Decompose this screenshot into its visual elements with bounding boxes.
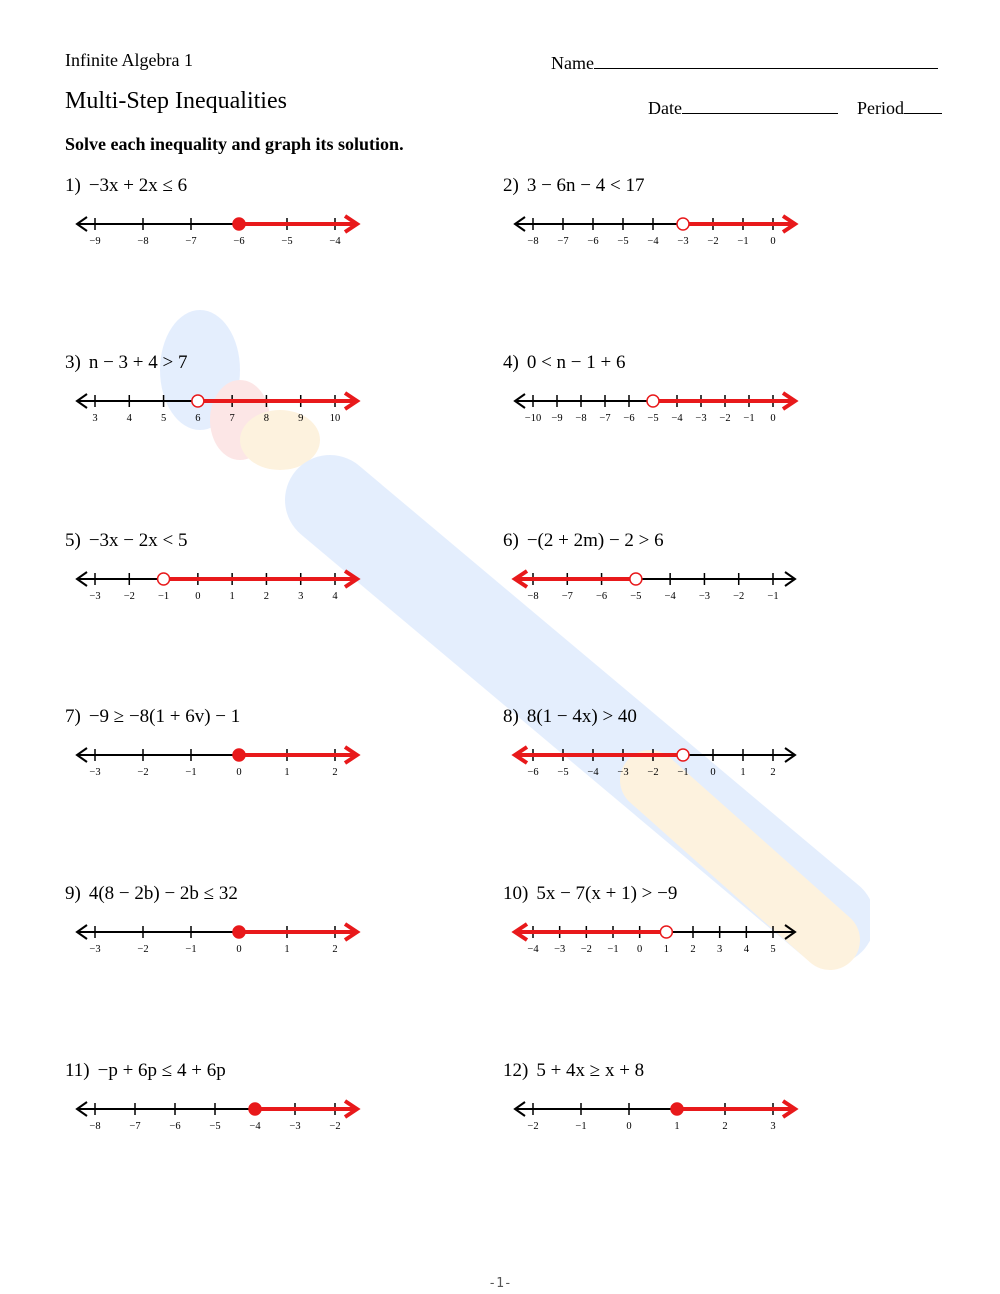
- problem-7: [65, 706, 240, 728]
- tick-label: 3: [770, 1121, 776, 1132]
- problem-inequality: 5x − 7(x + 1) > −9: [536, 883, 678, 904]
- problem-number: 2): [503, 175, 519, 196]
- problem-number: 7): [65, 706, 81, 727]
- tick-label: −4: [249, 1121, 261, 1132]
- name-label: Name: [551, 53, 594, 73]
- problem-number: 10): [503, 883, 529, 904]
- tick-label: 2: [690, 944, 696, 955]
- number-line-graph-3: [73, 386, 373, 426]
- tick-label: −3: [89, 591, 101, 602]
- open-endpoint: [647, 395, 659, 407]
- tick-label: −8: [527, 591, 539, 602]
- open-endpoint: [158, 573, 170, 585]
- tick-label: −2: [137, 767, 149, 778]
- tick-label: 6: [195, 413, 201, 424]
- problem-9: [65, 883, 238, 905]
- tick-label: 8: [263, 413, 270, 424]
- tick-label: 1: [284, 767, 290, 778]
- tick-label: −1: [737, 236, 749, 247]
- name-field[interactable]: [551, 50, 938, 74]
- number-line-graph-4: [511, 386, 811, 426]
- problem-11: [65, 1060, 226, 1082]
- tick-label: −7: [557, 236, 569, 247]
- tick-label: −7: [561, 591, 573, 602]
- tick-label: 3: [92, 413, 98, 424]
- tick-label: 2: [332, 767, 338, 778]
- tick-label: 3: [298, 591, 304, 602]
- tick-label: −1: [743, 413, 755, 424]
- tick-label: 0: [770, 236, 776, 247]
- tick-label: 2: [263, 591, 270, 602]
- open-endpoint: [677, 749, 689, 761]
- tick-label: −2: [580, 944, 592, 955]
- problem-8: [503, 706, 637, 728]
- tick-label: 1: [663, 944, 669, 955]
- problem-inequality: −3x + 2x ≤ 6: [88, 175, 188, 196]
- tick-label: 5: [160, 413, 167, 424]
- tick-label: −3: [89, 944, 101, 955]
- problem-12: [503, 1060, 644, 1082]
- number-line-graph-8: [511, 740, 811, 780]
- tick-label: −7: [129, 1121, 141, 1132]
- tick-label: −8: [137, 236, 149, 247]
- number-line-graph-9: [73, 917, 373, 957]
- tick-label: −6: [527, 767, 539, 778]
- tick-label: 0: [195, 591, 201, 602]
- tick-label: 10: [329, 413, 341, 424]
- problem-inequality: −9 ≥ −8(1 + 6v) − 1: [88, 706, 241, 727]
- tick-label: −9: [551, 413, 563, 424]
- tick-label: 2: [770, 767, 776, 778]
- tick-label: −6: [587, 236, 599, 247]
- tick-label: −6: [169, 1121, 181, 1132]
- problem-inequality: 3 − 6n − 4 < 17: [526, 175, 645, 196]
- tick-label: −2: [719, 413, 731, 424]
- worksheet-title: Multi-Step Inequalities: [65, 88, 287, 114]
- problem-inequality: −3x − 2x < 5: [88, 530, 188, 551]
- tick-label: −5: [209, 1121, 221, 1132]
- tick-label: −3: [677, 236, 689, 247]
- number-line-graph-7: [73, 740, 373, 780]
- tick-label: −5: [647, 413, 659, 424]
- tick-label: 2: [332, 944, 338, 955]
- problem-inequality: −(2 + 2m) − 2 > 6: [526, 530, 664, 551]
- tick-label: −4: [647, 236, 659, 247]
- problem-5: [65, 530, 187, 552]
- period-blank[interactable]: [904, 95, 942, 114]
- tick-label: −1: [677, 767, 689, 778]
- tick-label: −2: [733, 591, 745, 602]
- tick-label: −2: [123, 591, 135, 602]
- tick-label: −7: [185, 236, 197, 247]
- tick-label: 4: [332, 591, 338, 602]
- open-endpoint: [660, 926, 672, 938]
- open-endpoint: [677, 218, 689, 230]
- tick-label: −6: [595, 591, 608, 602]
- problem-inequality: n − 3 + 4 > 7: [88, 352, 188, 373]
- tick-label: 4: [126, 413, 132, 424]
- tick-label: −2: [527, 1121, 539, 1132]
- problem-number: 5): [65, 530, 81, 551]
- tick-label: −4: [527, 944, 539, 955]
- tick-label: −2: [329, 1121, 341, 1132]
- problem-2: [503, 175, 644, 197]
- tick-label: 0: [236, 767, 242, 778]
- tick-label: −1: [767, 591, 779, 602]
- date-period-fields: [648, 95, 942, 119]
- instructions: Solve each inequality and graph its solution.: [65, 134, 404, 154]
- problem-inequality: 8(1 − 4x) > 40: [526, 706, 637, 727]
- problem-10: [503, 883, 677, 905]
- problem-number: 4): [503, 352, 519, 373]
- closed-endpoint: [249, 1103, 261, 1115]
- tick-label: −3: [698, 591, 711, 602]
- tick-label: −2: [707, 236, 719, 247]
- tick-label: −1: [575, 1121, 587, 1132]
- tick-label: 1: [740, 767, 746, 778]
- date-blank[interactable]: [682, 95, 838, 114]
- problem-number: 9): [65, 883, 81, 904]
- closed-endpoint: [233, 926, 245, 938]
- name-blank[interactable]: [594, 50, 938, 69]
- date-label: Date: [648, 98, 682, 118]
- number-line-graph-11: [73, 1094, 373, 1134]
- tick-label: −3: [695, 413, 707, 424]
- tick-label: −9: [89, 236, 101, 247]
- open-endpoint: [192, 395, 204, 407]
- tick-label: −3: [554, 944, 566, 955]
- tick-label: −2: [137, 944, 149, 955]
- problem-3: [65, 352, 187, 374]
- course-name: Infinite Algebra 1: [65, 50, 193, 70]
- tick-label: −2: [647, 767, 659, 778]
- tick-label: −5: [617, 236, 629, 247]
- tick-label: −3: [289, 1121, 301, 1132]
- tick-label: −4: [329, 236, 341, 247]
- problem-1: [65, 175, 187, 197]
- tick-label: 0: [770, 413, 776, 424]
- tick-label: 5: [770, 944, 776, 955]
- problem-number: 11): [65, 1060, 90, 1081]
- problem-inequality: 4(8 − 2b) − 2b ≤ 32: [88, 883, 238, 904]
- tick-label: −1: [185, 944, 197, 955]
- period-label: Period: [856, 98, 904, 118]
- number-line-graph-12: [511, 1094, 811, 1134]
- tick-label: −3: [617, 767, 629, 778]
- closed-endpoint: [233, 218, 245, 230]
- number-line-graph-10: [511, 917, 811, 957]
- tick-label: −10: [524, 413, 542, 424]
- page-number: -1-: [488, 1276, 512, 1291]
- tick-label: −4: [671, 413, 683, 424]
- tick-label: −1: [185, 767, 197, 778]
- tick-label: 9: [298, 413, 304, 424]
- tick-label: 0: [236, 944, 242, 955]
- number-line-graph-5: [73, 564, 373, 604]
- number-line-graph-2: [511, 209, 811, 249]
- tick-label: −8: [575, 413, 587, 424]
- tick-label: −5: [281, 236, 293, 247]
- tick-label: −6: [233, 236, 245, 247]
- open-endpoint: [630, 573, 642, 585]
- tick-label: −1: [157, 591, 170, 602]
- tick-label: 4: [743, 944, 749, 955]
- tick-label: −8: [527, 236, 539, 247]
- tick-label: 1: [674, 1121, 680, 1132]
- problem-number: 6): [503, 530, 519, 551]
- tick-label: −8: [89, 1121, 101, 1132]
- problem-number: 8): [503, 706, 519, 727]
- problem-inequality: −p + 6p ≤ 4 + 6p: [97, 1060, 226, 1081]
- tick-label: 0: [626, 1121, 632, 1132]
- tick-label: 3: [717, 944, 723, 955]
- tick-label: −3: [89, 767, 101, 778]
- problem-4: [503, 352, 625, 374]
- tick-label: −1: [607, 944, 619, 955]
- problem-inequality: 0 < n − 1 + 6: [526, 352, 626, 373]
- closed-endpoint: [233, 749, 245, 761]
- tick-label: −6: [623, 413, 635, 424]
- tick-label: 7: [229, 413, 235, 424]
- tick-label: 1: [284, 944, 290, 955]
- problem-6: [503, 530, 664, 552]
- number-line-graph-1: [73, 209, 373, 249]
- tick-label: −5: [557, 767, 569, 778]
- problem-number: 3): [65, 352, 81, 373]
- tick-label: −5: [630, 591, 642, 602]
- tick-label: −7: [599, 413, 611, 424]
- problem-number: 12): [503, 1060, 529, 1081]
- closed-endpoint: [671, 1103, 683, 1115]
- number-line-graph-6: [511, 564, 811, 604]
- tick-label: −4: [587, 767, 599, 778]
- problem-inequality: 5 + 4x ≥ x + 8: [536, 1060, 645, 1081]
- tick-label: 0: [710, 767, 716, 778]
- tick-label: 0: [637, 944, 643, 955]
- tick-label: 2: [722, 1121, 728, 1132]
- problem-number: 1): [65, 175, 81, 196]
- tick-label: 1: [229, 591, 235, 602]
- tick-label: −4: [664, 591, 676, 602]
